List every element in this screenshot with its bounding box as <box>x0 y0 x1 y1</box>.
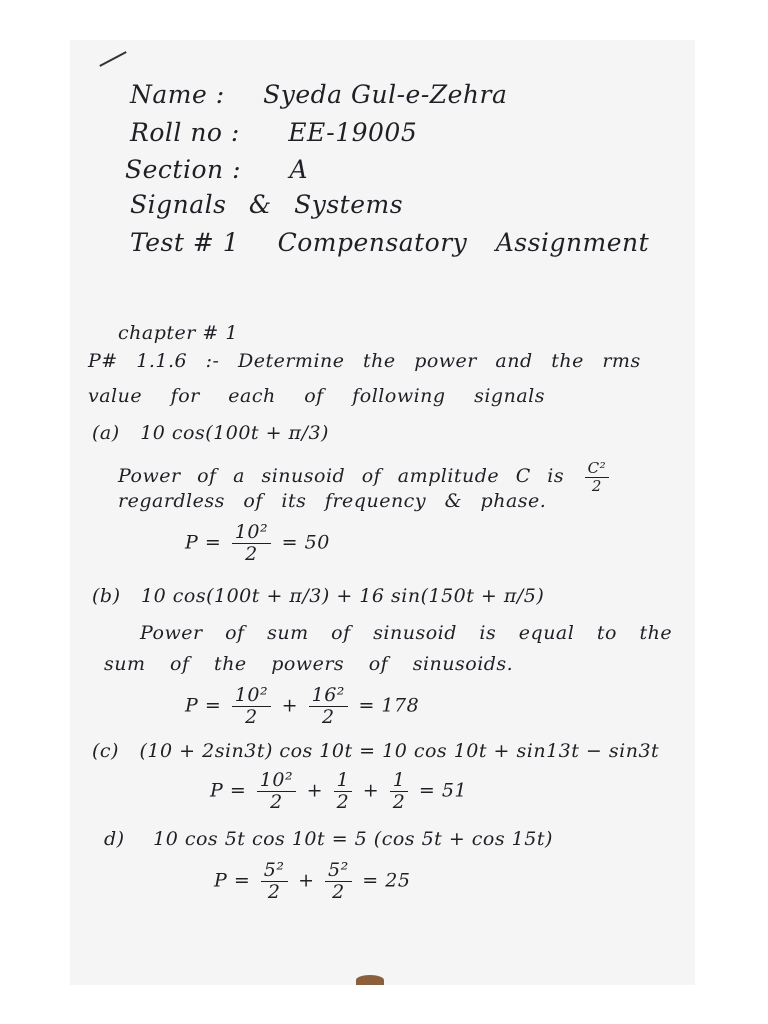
part-a-p-label: P = <box>185 531 222 554</box>
part-b-den-1: 2 <box>245 705 258 728</box>
part-b-num-1: 10² <box>232 685 271 707</box>
part-c-num-2: 1 <box>334 770 353 792</box>
roll-label: Roll no : <box>130 118 240 147</box>
part-d-num-2: 5² <box>325 860 352 882</box>
part-c-fraction-3 <box>390 770 409 813</box>
part-b-num-2: 16² <box>309 685 348 707</box>
part-c-den-2: 2 <box>336 790 350 813</box>
part-a-result: = 50 <box>281 531 330 554</box>
roll-value: EE-19005 <box>288 118 418 147</box>
part-c-fraction-2 <box>334 770 353 813</box>
part-c-den-1: 2 <box>270 790 283 813</box>
part-d-expr: 10 cos 5t cos 10t = 5 (cos 5t + cos 15t) <box>153 828 553 850</box>
test-row <box>130 228 649 257</box>
part-b-power <box>185 685 419 728</box>
part-a-expr: 10 cos(100t + π/3) <box>140 422 329 444</box>
problem-title-cont: value for each of following signals <box>88 385 545 407</box>
test-label: Test # 1 <box>130 228 240 257</box>
part-a-note1 <box>118 460 613 494</box>
part-b-note2: sum of the powers of sinusoids. <box>104 653 514 675</box>
section-value: A <box>289 155 309 184</box>
part-d-power <box>214 860 410 903</box>
part-a-power <box>185 522 330 565</box>
name-label: Name : <box>130 80 225 109</box>
part-d-den-2: 2 <box>332 880 345 903</box>
part-c-plus-2: + <box>362 779 380 802</box>
part-c-expr: (10 + 2sin3t) cos 10t = 10 cos 10t + sin13t − sin3t <box>139 740 660 762</box>
part-b-fraction-1 <box>232 685 271 728</box>
part-c-label: (c) <box>92 740 119 762</box>
part-d-fraction-1 <box>261 860 288 903</box>
part-a-c-fraction <box>585 460 610 494</box>
part-d-fraction-2 <box>325 860 352 903</box>
roll-row <box>130 118 417 147</box>
part-b-label: (b) <box>92 585 121 607</box>
part-b-result: = 178 <box>358 694 420 717</box>
part-c-num-3: 1 <box>390 770 409 792</box>
part-c-power <box>210 770 467 813</box>
part-a-den: 2 <box>245 542 258 565</box>
part-b-plus: + <box>281 694 299 717</box>
part-d-num-1: 5² <box>261 860 288 882</box>
section-row <box>125 155 308 184</box>
part-c-p-label: P = <box>210 779 247 802</box>
part-b-note1: Power of sum of sinusoid is equal to the <box>140 622 673 644</box>
part-a-num: 10² <box>232 522 271 544</box>
part-c-den-3: 2 <box>392 790 406 813</box>
chapter-heading: chapter # 1 <box>118 322 238 344</box>
part-d-plus: + <box>298 869 315 892</box>
part-d-result: = 25 <box>362 869 411 892</box>
part-b-expr: 10 cos(100t + π/3) + 16 sin(150t + π/5) <box>141 585 545 607</box>
problem-title: P# 1.1.6 :- Determine the power and the rms <box>88 350 641 372</box>
part-b-expression <box>92 585 544 607</box>
part-a-note2: regardless of its frequency & phase. <box>118 490 547 512</box>
name-row <box>130 80 507 109</box>
name-value: Syeda Gul-e-Zehra <box>263 80 508 109</box>
part-d-p-label: P = <box>214 869 251 892</box>
part-c-fraction-1 <box>257 770 296 813</box>
part-a-label: (a) <box>92 422 120 444</box>
part-c-result: = 51 <box>418 779 467 802</box>
part-d-label: d) <box>104 828 125 850</box>
part-a-fraction <box>232 522 271 565</box>
part-d-expression <box>104 828 553 850</box>
part-a-note1-text: Power of a sinusoid of amplitude C is <box>118 465 565 487</box>
part-a-expression <box>92 422 329 444</box>
part-c-plus-1: + <box>306 779 324 802</box>
part-b-den-2: 2 <box>321 705 335 728</box>
part-b-fraction-2 <box>309 685 348 728</box>
part-a-c-num: C² <box>585 460 610 478</box>
part-d-den-1: 2 <box>267 880 281 903</box>
section-label: Section : <box>125 155 241 184</box>
course-title: Signals & Systems <box>130 190 404 219</box>
assignment-title: Compensatory Assignment <box>277 228 650 257</box>
part-c-num-1: 10² <box>257 770 296 792</box>
part-a-c-den: 2 <box>591 476 602 495</box>
finger-smudge <box>356 975 384 985</box>
part-c-expression <box>92 740 659 762</box>
part-b-p-label: P = <box>185 694 222 717</box>
